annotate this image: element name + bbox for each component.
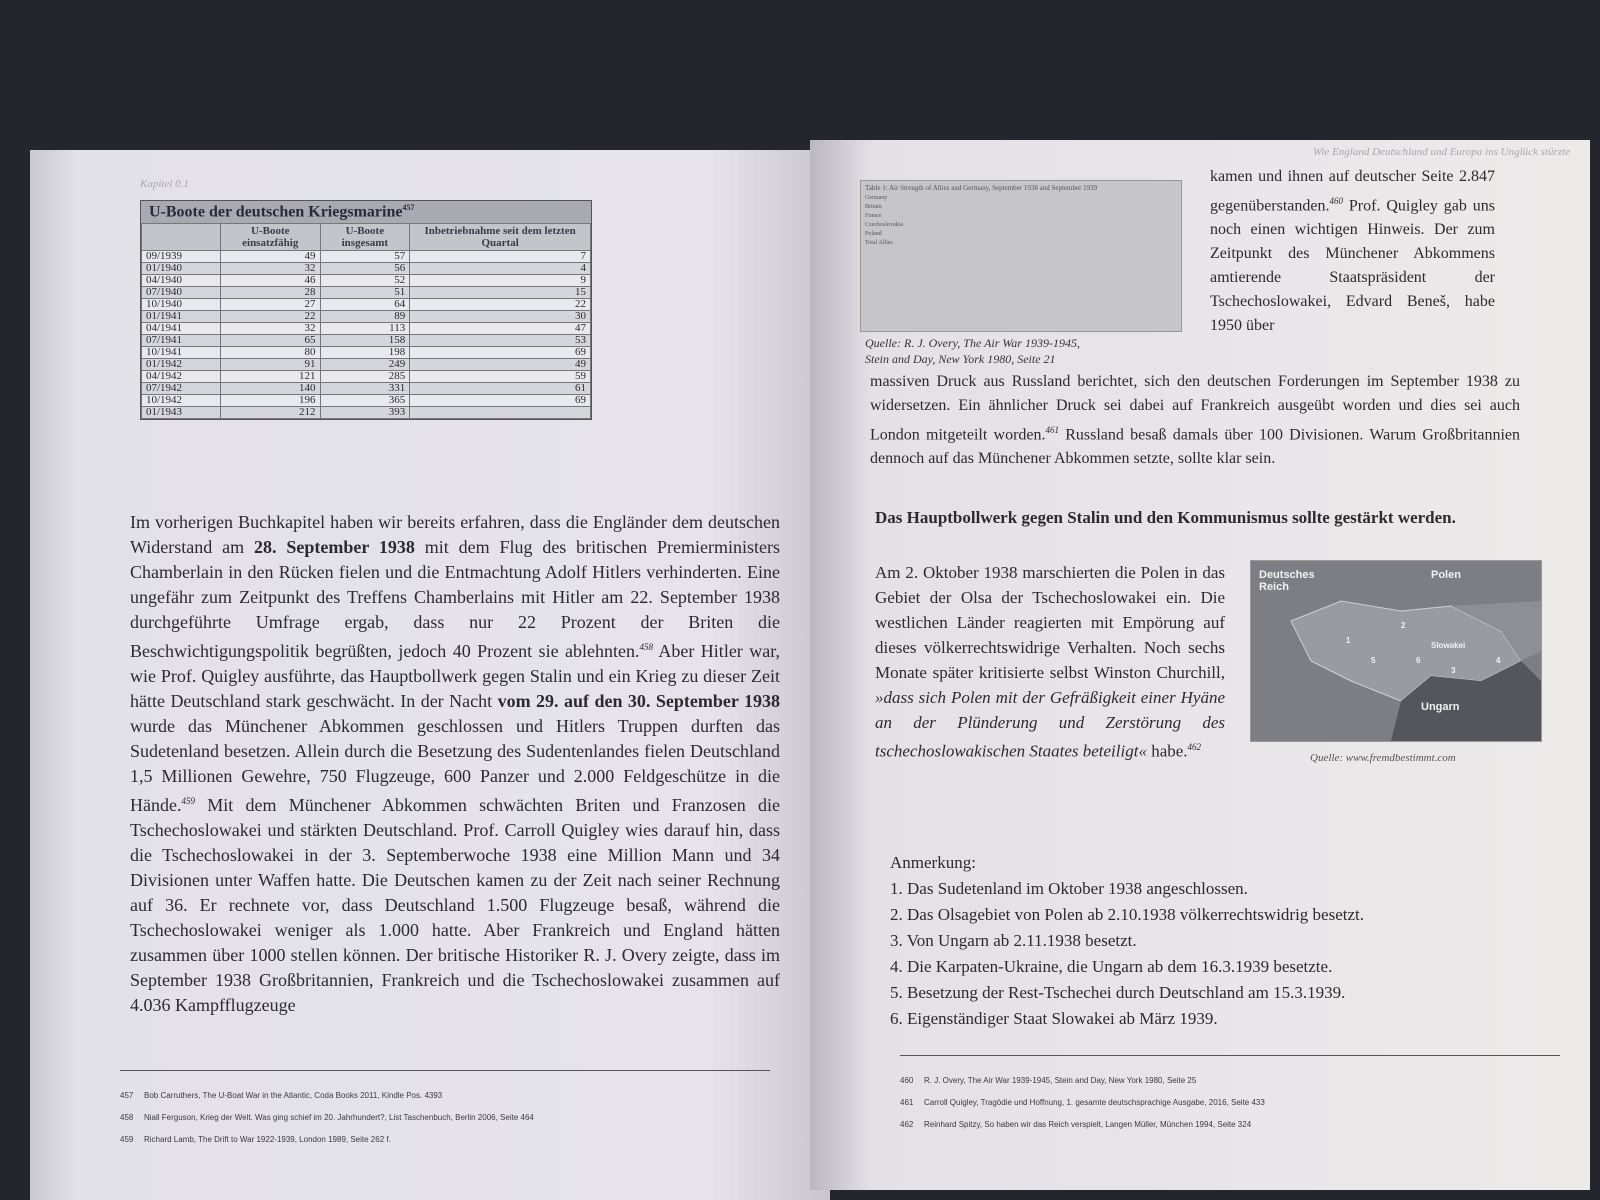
- table-cell-date: 04/1942: [142, 371, 221, 383]
- table-cell-date: 07/1941: [142, 335, 221, 347]
- right-full-text-run: massiven Druck aus Russland berichtet, sich den deutschen Forderungen im September 1938 zu widersetzen. Ein ähnlicher Druck sei dabei auf Frankreich ausgeübt worden und dies sei auch London mitgeteilt worden.: [870, 373, 1520, 444]
- right-mid-text-run: habe.: [1146, 741, 1188, 761]
- table-row: [142, 395, 591, 407]
- table-cell-value: 47: [410, 323, 591, 335]
- footnote-text: Niall Ferguson, Krieg der Welt. Was ging schief im 20. Jahrhundert?, List Taschenbuch, Berlin 2006, Seite 464: [144, 1113, 534, 1122]
- list-item: 4. Die Karpaten-Ukraine, die Ungarn ab dem 16.3.1939 besetzte.: [890, 957, 1333, 976]
- footnotes-right: [900, 1070, 1265, 1136]
- left-paragraph: [130, 510, 780, 1018]
- footnote: [120, 1129, 534, 1151]
- right-top-footnote-ref: 460: [1329, 196, 1344, 206]
- right-full-text-run: Russland besaß damals über 100 Divisionen. Warum Großbritannien dennoch auf das Münchener Abkommen setzte, sollte klar sein.: [870, 426, 1520, 468]
- table-cell-date: 04/1940: [142, 275, 221, 287]
- uboot-col-header: U-Boote einsatzfähig: [221, 224, 321, 251]
- table-row: [142, 251, 591, 263]
- left-text-run: Mit dem Münchener Abkommen schwächten Briten und Franzosen die Tschechoslowakei und stärkten Deutschland. Prof. Carroll Quigley wies darauf hin, dass die Tschechoslowakei in der 3. Septemberwoche 1938 eine Million Mann und 34 Divisionen unter Waffen hatte. Die Deutschen kamen zu der Zeit nach seiner Rechnung auf 36. Er rechnete vor, dass Deutschland 1.500 Flugzeuge besaß, während die Tschechoslowakei weniger als 1.000 hatte. Aber Frankreich und England hätten zusammen über 1000 stellen können. Der britische Historiker R. J. Overy zeigte, dass im September 1938 Großbritannien, Frankreich und die Tschechoslowakei zusammen auf 4.036 Kampfflugzeuge: [130, 795, 780, 1015]
- table-row: [142, 311, 591, 323]
- right-top-text: [1210, 165, 1495, 338]
- left-body-text: [130, 510, 780, 1018]
- table-cell-date: 01/1943: [142, 407, 221, 419]
- table-row: [142, 275, 591, 287]
- right-mid-italic-quote: »dass sich Polen mit der Gefräßigkeit einer Hyäne an der Plünderung und Zerstörung des tschechoslowakischen Staates beteiligt«: [875, 688, 1225, 761]
- uboot-col-header: [142, 224, 221, 251]
- footnote-number: 460: [900, 1076, 914, 1085]
- table-row: [142, 371, 591, 383]
- footnote-number: 458: [120, 1113, 134, 1122]
- air-table-row-label: Germany: [865, 195, 888, 201]
- table-cell-value: 32: [221, 323, 321, 335]
- uboot-col-header: U-Boote insgesamt: [320, 224, 410, 251]
- air-table-caption: Quelle: R. J. Overy, The Air War 1939-1945, Stein and Day, New York 1980, Seite 21: [865, 336, 1080, 366]
- air-table-row: [861, 240, 1181, 249]
- table-cell-value: 61: [410, 383, 591, 395]
- table-cell-date: 10/1942: [142, 395, 221, 407]
- footnote-text: Carroll Quigley, Tragödie und Hoffnung, 1. gesamte deutschsprachige Ausgabe, 2016, Seite 433: [924, 1098, 1265, 1107]
- table-cell-value: 65: [221, 335, 321, 347]
- running-head-left: Kapitel 0.1: [140, 178, 189, 190]
- right-top-text-run: Prof. Quigley gab uns noch einen wichtigen Hinweis. Der zum Zeitpunkt des Münchener Abkommens amtierende Staatspräsident der Tschechoslowakei, Edvard Beneš, habe 1950 über: [1210, 197, 1495, 335]
- map-label-polen: Polen: [1431, 569, 1461, 581]
- left-footnote-ref: 458: [639, 642, 653, 652]
- table-cell-value: 51: [320, 287, 410, 299]
- table-cell-value: 69: [410, 395, 591, 407]
- table-cell-value: 285: [320, 371, 410, 383]
- right-page: [810, 140, 1590, 1190]
- table-cell-value: 91: [221, 359, 321, 371]
- right-full-footnote-ref: 461: [1045, 425, 1060, 435]
- uboot-table-body: [142, 251, 591, 419]
- table-cell-value: 113: [320, 323, 410, 335]
- uboot-col-header: Inbetriebnahme seit dem letzten Quartal: [410, 224, 591, 251]
- table-cell-value: 198: [320, 347, 410, 359]
- table-cell-value: 27: [221, 299, 321, 311]
- left-bold-text: vom 29. auf den 30. September 1938: [497, 691, 780, 711]
- left-page: [30, 150, 830, 1200]
- notes-title: Anmerkung:: [890, 853, 976, 872]
- air-table-row: [861, 204, 1181, 213]
- table-row: [142, 383, 591, 395]
- table-row: [142, 287, 591, 299]
- air-table-row-label: France: [865, 213, 882, 219]
- table-cell-value: 249: [320, 359, 410, 371]
- table-cell-value: 15: [410, 287, 591, 299]
- table-cell-value: 52: [320, 275, 410, 287]
- table-cell-value: 22: [221, 311, 321, 323]
- left-text-run: Im vorherigen Buchkapitel haben wir bereits erfahren, dass die Engländer dem deutschen Widerstand am: [130, 512, 780, 557]
- table-row: [142, 347, 591, 359]
- table-row: [142, 359, 591, 371]
- map-label-slowakei: Slowakei: [1431, 641, 1466, 650]
- table-cell-date: 01/1942: [142, 359, 221, 371]
- table-cell-value: 22: [410, 299, 591, 311]
- map-caption: Quelle: www.fremdbestimmt.com: [1310, 752, 1456, 764]
- left-bold-text: 28. September 1938: [253, 537, 415, 557]
- list-item: 1. Das Sudetenland im Oktober 1938 angeschlossen.: [890, 879, 1248, 898]
- section-heading: Das Hauptbollwerk gegen Stalin und den Kommunismus sollte gestärkt werden.: [875, 508, 1456, 527]
- table-cell-value: 196: [221, 395, 321, 407]
- uboot-table-header: [142, 224, 591, 251]
- notes-block: [890, 850, 1540, 1032]
- table-cell-value: 69: [410, 347, 591, 359]
- list-item: 2. Das Olsagebiet von Polen ab 2.10.1938 völkerrechtswidrig besetzt.: [890, 905, 1365, 924]
- left-text-run: mit dem Flug des britischen Premierministers Chamberlain in den Rücken fielen und die Entmachtung Adolf Hitlers verhinderten. Eine ungefähr zum Zeitpunkt des Treffens Chamberlains mit Hitler am 22. September 1938 durchgeführte Umfrage ergab, dass nur 22 Prozent der Briten die Beschwichtigungspolitik begrüßten, jedoch 40 Prozent sie ablehnten.: [130, 537, 780, 661]
- left-footnote-ref: 459: [181, 796, 195, 806]
- table-cell-date: 07/1942: [142, 383, 221, 395]
- table-cell-value: 56: [320, 263, 410, 275]
- table-cell-value: 57: [320, 251, 410, 263]
- air-table-row: [861, 222, 1181, 231]
- footnote: [900, 1070, 1265, 1092]
- air-table-rows: [861, 195, 1181, 249]
- uboot-table-grid: [141, 223, 591, 419]
- right-top-text-run: kamen und ihnen auf deutscher Seite 2.847 gegenüberstanden.: [1210, 168, 1495, 215]
- table-cell-value: 365: [320, 395, 410, 407]
- footnote-number: 457: [120, 1091, 134, 1100]
- table-cell-value: 28: [221, 287, 321, 299]
- uboot-table: [140, 200, 592, 420]
- map-image: [1250, 560, 1542, 742]
- left-text-run: Aber Hitler war, wie Prof. Quigley ausführte, das Hauptbollwerk gegen Stalin und ein Krieg zu dieser Zeit hätte Deutschland stark geschwächt. In der Nacht: [130, 641, 780, 711]
- table-cell-value: 393: [320, 407, 410, 419]
- table-cell-date: 07/1940: [142, 287, 221, 299]
- table-cell-value: 59: [410, 371, 591, 383]
- footnote-number: 459: [120, 1135, 134, 1144]
- table-cell-value: 53: [410, 335, 591, 347]
- list-item: 3. Von Ungarn ab 2.11.1938 besetzt.: [890, 931, 1137, 950]
- footnote: [900, 1092, 1265, 1114]
- air-strength-table-image: [860, 180, 1182, 332]
- list-item: 6. Eigenständiger Staat Slowakei ab März 1939.: [890, 1009, 1218, 1028]
- uboot-table-title: U-Boote der deutschen Kriegsmarine$^{457}$: [141, 201, 591, 223]
- footnote: [120, 1107, 534, 1129]
- table-cell-value: 9: [410, 275, 591, 287]
- map-label-ungarn: Ungarn: [1421, 701, 1460, 713]
- table-row: [142, 263, 591, 275]
- table-row: [142, 323, 591, 335]
- map-number-3: 3: [1451, 666, 1456, 675]
- left-text-run: wurde das Münchener Abkommen geschlossen und Hitlers Truppen durften das Sudetenland besetzen. Allein durch die Besetzung des Sudentenlandes fielen Deutschland 1,5 Millionen Gewehre, 750 Flugzeuge, 600 Panzer und 2.000 Feldgeschütze in die Hände.: [130, 716, 780, 815]
- table-cell-date: 01/1941: [142, 311, 221, 323]
- map-number-4: 4: [1496, 656, 1501, 665]
- table-cell-value: 121: [221, 371, 321, 383]
- air-table-row: [861, 213, 1181, 222]
- air-table-header: Table 1: Air Strength of Allies and Germany, September 1938 and September 1939: [865, 184, 1098, 192]
- table-cell-value: 49: [410, 359, 591, 371]
- table-row: [142, 335, 591, 347]
- table-cell-date: 01/1940: [142, 263, 221, 275]
- list-item: 5. Besetzung der Rest-Tschechei durch Deutschland am 15.3.1939.: [890, 983, 1346, 1002]
- table-cell-value: 4: [410, 263, 591, 275]
- map-number-5: 5: [1371, 656, 1376, 665]
- right-mid-footnote-ref: 462: [1187, 742, 1202, 752]
- table-cell-value: 89: [320, 311, 410, 323]
- map-label-deutsches-reich: Deutsches Reich: [1259, 569, 1315, 593]
- footnote: [120, 1085, 534, 1107]
- footnote-rule-right: [900, 1055, 1560, 1056]
- footnote: [900, 1114, 1265, 1136]
- air-table-row-label: Total Allies: [865, 240, 893, 246]
- table-cell-value: 158: [320, 335, 410, 347]
- footnote-text: Bob Carruthers, The U-Boat War in the Atlantic, Coda Books 2011, Kindle Pos. 4393: [144, 1091, 443, 1100]
- table-cell-value: 64: [320, 299, 410, 311]
- table-cell-date: 04/1941: [142, 323, 221, 335]
- table-cell-value: 7: [410, 251, 591, 263]
- air-table-row-label: Britain: [865, 204, 882, 210]
- table-cell-value: 80: [221, 347, 321, 359]
- footnote-rule-left: [120, 1070, 770, 1071]
- air-table-row-label: Czechoslovakia: [865, 222, 903, 228]
- table-cell-value: 32: [221, 263, 321, 275]
- table-cell-value: 331: [320, 383, 410, 395]
- table-cell-date: 09/1939: [142, 251, 221, 263]
- map-number-2: 2: [1401, 621, 1406, 630]
- table-row: [142, 407, 591, 419]
- air-table-row: [861, 195, 1181, 204]
- footnote-text: Reinhard Spitzy, So haben wir das Reich verspielt, Langen Müller, München 1994, Seite 324: [924, 1120, 1252, 1129]
- table-cell-date: 10/1941: [142, 347, 221, 359]
- map-number-6: 6: [1416, 656, 1421, 665]
- running-head-right: Wie England Deutschland und Europa ins Unglück stürzte: [1312, 146, 1570, 158]
- map-number-1: 1: [1346, 636, 1351, 645]
- footnote-number: 461: [900, 1098, 914, 1107]
- air-table-row-label: Poland: [865, 231, 882, 237]
- table-cell-value: 212: [221, 407, 321, 419]
- table-row: [142, 299, 591, 311]
- table-cell-value: 30: [410, 311, 591, 323]
- footnote-text: Richard Lamb, The Drift to War 1922-1939, London 1989, Seite 262 f.: [144, 1135, 391, 1144]
- right-full-text: [870, 370, 1520, 471]
- footnotes-left: [120, 1085, 534, 1151]
- table-cell-date: 10/1940: [142, 299, 221, 311]
- right-mid-text: [875, 560, 1225, 764]
- right-mid-text-run: Am 2. Oktober 1938 marschierten die Polen in das Gebiet der Olsa der Tschechoslowakei ein. Die westlichen Länder reagierten mit Empörung auf dieses völkerrechtswidrige Verhalten. Noch sechs Monate später kritisierte selbst Winston Churchill,: [875, 563, 1225, 682]
- table-cell-value: [410, 407, 591, 419]
- footnote-text: R. J. Overy, The Air War 1939-1945, Stein and Day, New York 1980, Seite 25: [924, 1076, 1197, 1085]
- air-table-row: [861, 231, 1181, 240]
- notes-list: [890, 876, 1540, 1032]
- table-cell-value: 140: [221, 383, 321, 395]
- table-cell-value: 46: [221, 275, 321, 287]
- table-cell-value: 49: [221, 251, 321, 263]
- footnote-number: 462: [900, 1120, 914, 1129]
- right-mid-paragraph: [875, 560, 1225, 764]
